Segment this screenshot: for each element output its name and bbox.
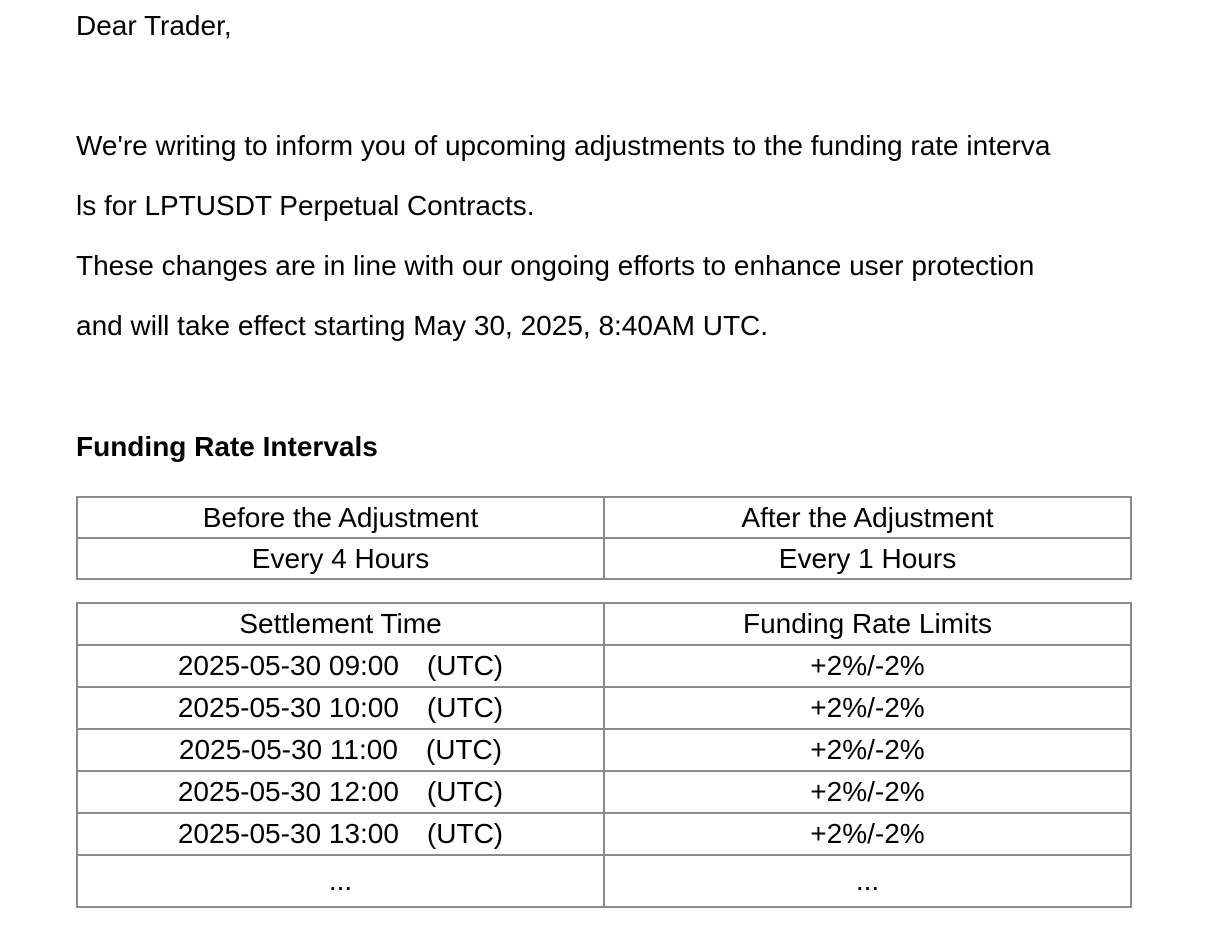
greeting: Dear Trader,: [76, 10, 232, 41]
funding-rate-limit-cell: ...: [604, 855, 1131, 907]
settlement-time-cell: 2025-05-30 11:00 (UTC): [77, 729, 604, 771]
interval-after: Every 1 Hours: [604, 538, 1131, 579]
table-row: [77, 645, 1131, 687]
table-row: [77, 813, 1131, 855]
body-line-2: ls for LPTUSDT Perpetual Contracts.: [76, 190, 535, 221]
header-before: Before the Adjustment: [77, 497, 604, 538]
header-settlement-time: Settlement Time: [77, 603, 604, 645]
table-row: [77, 855, 1131, 907]
header-funding-rate-limits: Funding Rate Limits: [604, 603, 1131, 645]
section-title: Funding Rate Intervals: [76, 431, 378, 462]
funding-rate-limit-cell: +2%/-2%: [604, 813, 1131, 855]
body-line-1: We're writing to inform you of upcoming adjustments to the funding rate interva: [76, 130, 1051, 161]
header-after: After the Adjustment: [604, 497, 1131, 538]
settlement-time-cell: ...: [77, 855, 604, 907]
funding-rate-limit-cell: +2%/-2%: [604, 771, 1131, 813]
table-row: [77, 729, 1131, 771]
interval-table-row: [77, 538, 1131, 579]
interval-table: [76, 496, 1132, 580]
schedule-table-header: [77, 603, 1131, 645]
schedule-table: [76, 602, 1132, 908]
settlement-time-cell: 2025-05-30 13:00 (UTC): [77, 813, 604, 855]
table-row: [77, 771, 1131, 813]
interval-before: Every 4 Hours: [77, 538, 604, 579]
funding-rate-limit-cell: +2%/-2%: [604, 729, 1131, 771]
interval-table-header: [77, 497, 1131, 538]
body-line-4: and will take effect starting May 30, 2025, 8:40AM UTC.: [76, 310, 769, 341]
settlement-time-cell: 2025-05-30 09:00 (UTC): [77, 645, 604, 687]
funding-rate-limit-cell: +2%/-2%: [604, 687, 1131, 729]
table-row: [77, 687, 1131, 729]
settlement-time-cell: 2025-05-30 10:00 (UTC): [77, 687, 604, 729]
body-line-3: These changes are in line with our ongoing efforts to enhance user protection: [76, 250, 1035, 281]
funding-rate-limit-cell: +2%/-2%: [604, 645, 1131, 687]
settlement-time-cell: 2025-05-30 12:00 (UTC): [77, 771, 604, 813]
